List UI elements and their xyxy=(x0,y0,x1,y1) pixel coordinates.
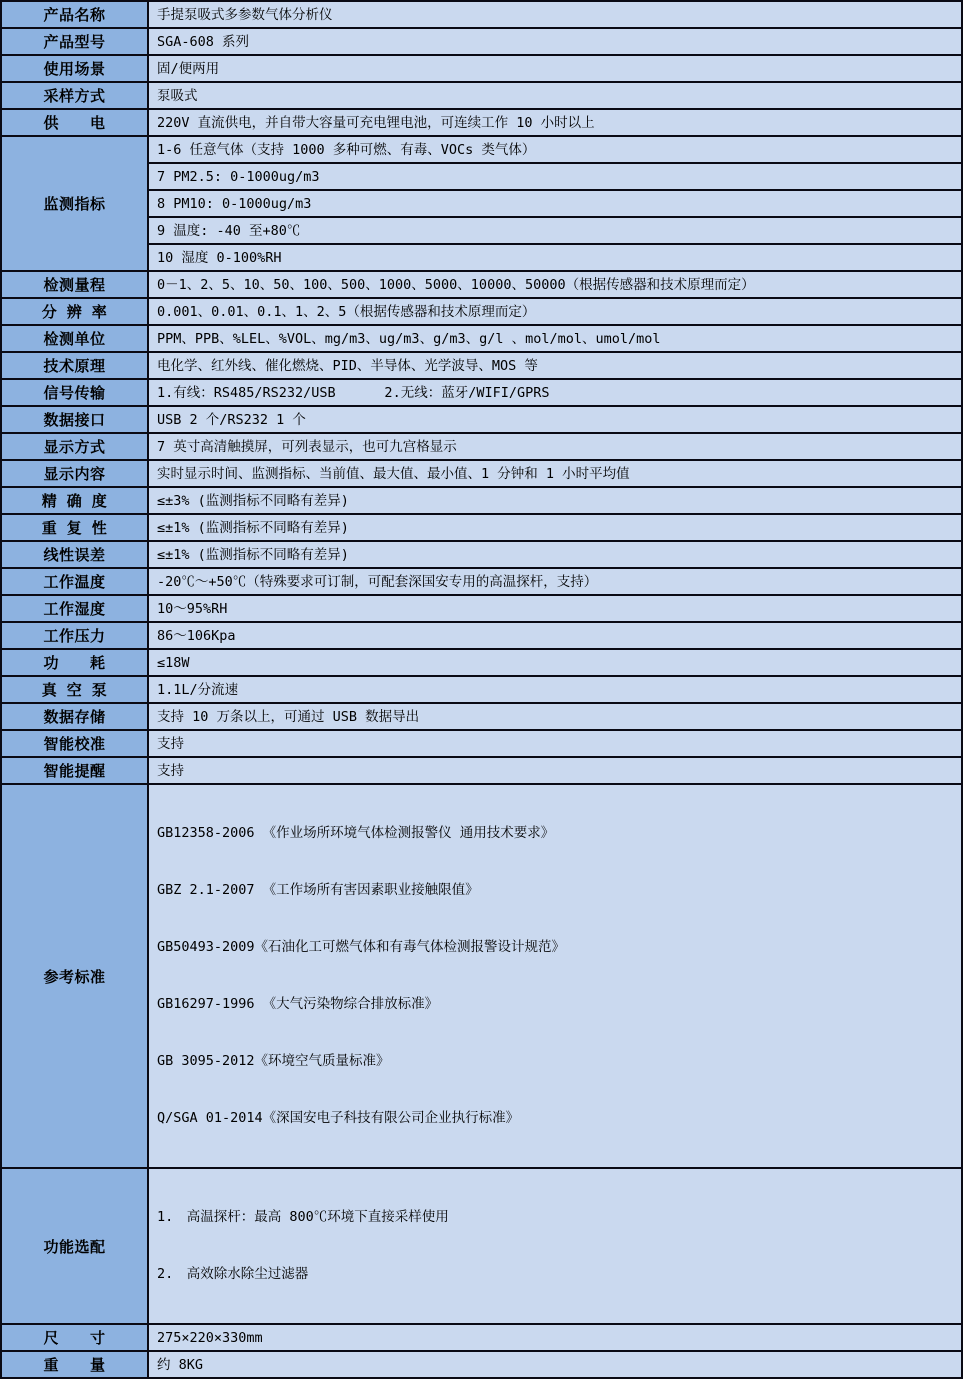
reference-standard-line-1: GB12358-2006 《作业场所环境气体检测报警仪 通用技术要求》 xyxy=(157,825,555,841)
row-detection-range-value: 0－1、2、5、10、50、100、500、1000、5000、10000、50000（根据传感器和技术原理而定） xyxy=(148,271,962,298)
row-linearity-error-value: ≤±1% (监测指标不同略有差异) xyxy=(148,541,962,568)
row-accuracy xyxy=(1,487,962,514)
row-optional-features-label: 功能选配 xyxy=(1,1168,148,1324)
optional-feature-line-1: 1. 高温探杆：最高 800℃环境下直接采样使用 xyxy=(157,1209,449,1225)
row-detection-unit-value: PPM、PPB、%LEL、%VOL、mg/m3、ug/m3、g/m3、g/l 、mol/mol、umol/mol xyxy=(148,325,962,352)
reference-standard-line-4: GB16297-1996 《大气污染物综合排放标准》 xyxy=(157,996,439,1012)
row-data-interface-label: 数据接口 xyxy=(1,406,148,433)
row-smart-reminder xyxy=(1,757,962,784)
row-working-pressure-label: 工作压力 xyxy=(1,622,148,649)
row-weight-label: 重 量 xyxy=(1,1351,148,1378)
row-power-consumption-label: 功 耗 xyxy=(1,649,148,676)
row-display-mode-value: 7 英寸高清触摸屏，可列表显示，也可九宫格显示 xyxy=(148,433,962,460)
row-resolution-value: 0.001、0.01、0.1、1、2、5（根据传感器和技术原理而定） xyxy=(148,298,962,325)
row-working-pressure xyxy=(1,622,962,649)
row-working-humidity-value: 10～95%RH xyxy=(148,595,962,622)
reference-standard-line-3: GB50493-2009《石油化工可燃气体和有毒气体检测报警设计规范》 xyxy=(157,939,566,955)
row-technical-principle-label: 技术原理 xyxy=(1,352,148,379)
row-detection-range xyxy=(1,271,962,298)
row-optional-features xyxy=(1,1168,962,1324)
row-linearity-error-label: 线性误差 xyxy=(1,541,148,568)
row-display-mode-label: 显示方式 xyxy=(1,433,148,460)
row-power-supply xyxy=(1,109,962,136)
row-signal-transmission-value: 1.有线：RS485/RS232/USB 2.无线：蓝牙/WIFI/GPRS xyxy=(148,379,962,406)
row-linearity-error xyxy=(1,541,962,568)
row-working-pressure-value: 86～106Kpa xyxy=(148,622,962,649)
row-resolution-label: 分 辨 率 xyxy=(1,298,148,325)
row-working-humidity-label: 工作湿度 xyxy=(1,595,148,622)
monitor-indicator-item-1: 1-6 任意气体（支持 1000 多种可燃、有毒、VOCs 类气体） xyxy=(148,136,962,163)
row-technical-principle-value: 电化学、红外线、催化燃烧、PID、半导体、光学波导、MOS 等 xyxy=(148,352,962,379)
row-monitor-indicators xyxy=(1,136,962,163)
row-signal-transmission-label: 信号传输 xyxy=(1,379,148,406)
reference-standard-line-6: Q/SGA 01-2014《深国安电子科技有限公司企业执行标准》 xyxy=(157,1110,520,1126)
row-accuracy-value: ≤±3% (监测指标不同略有差异) xyxy=(148,487,962,514)
reference-standard-line-2: GBZ 2.1-2007 《工作场所有害因素职业接触限值》 xyxy=(157,882,479,898)
monitor-indicator-item-4: 9 温度: -40 至+80℃ xyxy=(148,217,962,244)
row-data-storage xyxy=(1,703,962,730)
reference-standard-line-5: GB 3095-2012《环境空气质量标准》 xyxy=(157,1053,390,1069)
row-data-storage-label: 数据存储 xyxy=(1,703,148,730)
row-sampling-method-value: 泵吸式 xyxy=(148,82,962,109)
row-smart-reminder-value: 支持 xyxy=(148,757,962,784)
row-technical-principle xyxy=(1,352,962,379)
row-display-content-label: 显示内容 xyxy=(1,460,148,487)
row-display-content xyxy=(1,460,962,487)
row-product-model xyxy=(1,28,962,55)
row-detection-range-label: 检测量程 xyxy=(1,271,148,298)
row-sampling-method xyxy=(1,82,962,109)
row-product-model-label: 产品型号 xyxy=(1,28,148,55)
row-power-supply-label: 供 电 xyxy=(1,109,148,136)
row-display-mode xyxy=(1,433,962,460)
row-product-name-value: 手提泵吸式多参数气体分析仪 xyxy=(148,1,962,28)
row-reference-standards xyxy=(1,784,962,1168)
row-repeatability xyxy=(1,514,962,541)
row-resolution xyxy=(1,298,962,325)
row-dimensions-label: 尺 寸 xyxy=(1,1324,148,1351)
row-dimensions xyxy=(1,1324,962,1351)
row-display-content-value: 实时显示时间、监测指标、当前值、最大值、最小值、1 分钟和 1 小时平均值 xyxy=(148,460,962,487)
row-optional-features-value xyxy=(148,1168,962,1324)
row-power-supply-value: 220V 直流供电，并自带大容量可充电锂电池，可连续工作 10 小时以上 xyxy=(148,109,962,136)
row-usage-scene-value: 固/便两用 xyxy=(148,55,962,82)
row-repeatability-label: 重 复 性 xyxy=(1,514,148,541)
row-repeatability-value: ≤±1% (监测指标不同略有差异) xyxy=(148,514,962,541)
row-working-temperature-label: 工作温度 xyxy=(1,568,148,595)
row-data-storage-value: 支持 10 万条以上，可通过 USB 数据导出 xyxy=(148,703,962,730)
row-product-model-value: SGA-608 系列 xyxy=(148,28,962,55)
row-sampling-method-label: 采样方式 xyxy=(1,82,148,109)
row-smart-calibration-value: 支持 xyxy=(148,730,962,757)
row-product-name xyxy=(1,1,962,28)
row-weight-value: 约 8KG xyxy=(148,1351,962,1378)
monitor-indicator-item-3: 8 PM10: 0-1000ug/m3 xyxy=(148,190,962,217)
row-vacuum-pump-value: 1.1L/分流速 xyxy=(148,676,962,703)
row-detection-unit xyxy=(1,325,962,352)
row-vacuum-pump-label: 真 空 泵 xyxy=(1,676,148,703)
row-product-name-label: 产品名称 xyxy=(1,1,148,28)
monitor-indicator-item-2: 7 PM2.5: 0-1000ug/m3 xyxy=(148,163,962,190)
row-accuracy-label: 精 确 度 xyxy=(1,487,148,514)
row-smart-reminder-label: 智能提醒 xyxy=(1,757,148,784)
row-smart-calibration xyxy=(1,730,962,757)
row-weight xyxy=(1,1351,962,1378)
row-vacuum-pump xyxy=(1,676,962,703)
row-power-consumption-value: ≤18W xyxy=(148,649,962,676)
row-usage-scene xyxy=(1,55,962,82)
row-usage-scene-label: 使用场景 xyxy=(1,55,148,82)
monitor-indicator-item-5: 10 湿度 0-100%RH xyxy=(148,244,962,271)
row-data-interface xyxy=(1,406,962,433)
row-signal-transmission xyxy=(1,379,962,406)
row-dimensions-value: 275×220×330mm xyxy=(148,1324,962,1351)
row-working-temperature-value: -20℃～+50℃（特殊要求可订制，可配套深国安专用的高温探杆，支持） xyxy=(148,568,962,595)
row-working-humidity xyxy=(1,595,962,622)
row-working-temperature xyxy=(1,568,962,595)
row-reference-standards-value xyxy=(148,784,962,1168)
optional-feature-line-2: 2. 高效除水除尘过滤器 xyxy=(157,1266,309,1282)
row-reference-standards-label: 参考标准 xyxy=(1,784,148,1168)
row-smart-calibration-label: 智能校准 xyxy=(1,730,148,757)
row-data-interface-value: USB 2 个/RS232 1 个 xyxy=(148,406,962,433)
row-monitor-indicators-label: 监测指标 xyxy=(1,136,148,271)
row-detection-unit-label: 检测单位 xyxy=(1,325,148,352)
row-power-consumption xyxy=(1,649,962,676)
